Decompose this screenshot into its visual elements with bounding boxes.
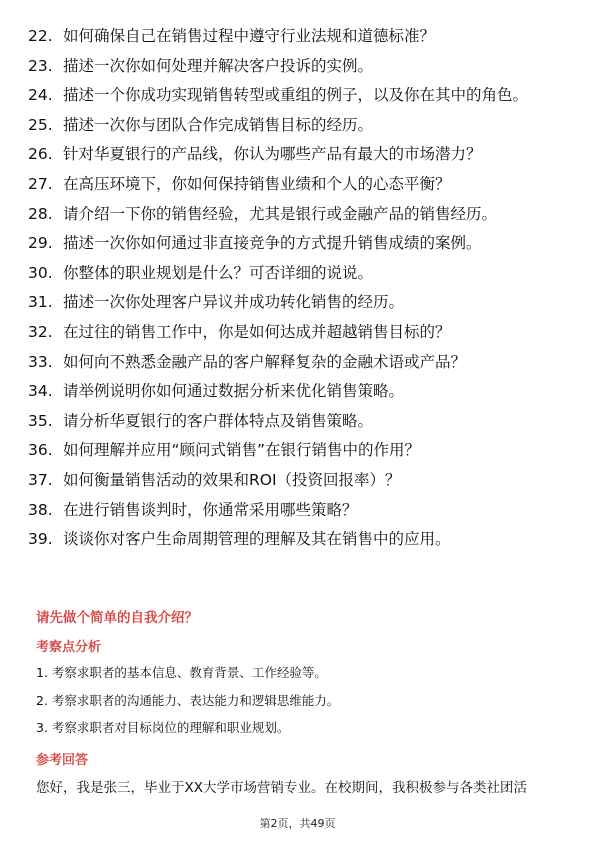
question-item (28, 440, 568, 460)
analysis-point: 2. 考察求职者的沟通能力、表达能力和逻辑思维能力。 (36, 692, 340, 708)
question-item (28, 144, 568, 164)
question-number: 26. (28, 145, 53, 164)
reference-answer-heading: 参考回答 (36, 753, 89, 768)
question-number: 22. (28, 27, 53, 45)
question-number: 35. (28, 411, 53, 430)
analysis-points (36, 664, 566, 747)
question-item (28, 85, 568, 105)
question-number: 23. (28, 56, 53, 75)
question-number: 39. (28, 530, 53, 549)
question-text: 在过往的销售工作中，你是如何达成并超越销售目标的？ (63, 322, 451, 341)
question-item (28, 470, 568, 490)
analysis-point: 3. 考察求职者对目标岗位的理解和职业规划。 (36, 720, 290, 735)
reference-answer-text: 您好，我是张三，毕业于XX大学市场营销专业。在校期间，我积极参与各类社团活 (36, 780, 527, 796)
question-number: 30. (28, 263, 53, 282)
question-text: 请分析华夏银行的客户群体特点及销售策略。 (63, 411, 374, 430)
question-text: 描述一次你处理客户异议并成功转化销售的经历。 (63, 293, 405, 312)
question-text: 描述一次你与团队合作完成销售目标的经历。 (63, 115, 374, 134)
question-item (28, 292, 568, 312)
question-number: 37. (28, 470, 53, 489)
page-footer: 第2页，共49页 (259, 817, 336, 830)
question-number: 27. (28, 174, 53, 193)
question-text: 描述一次你如何处理并解决客户投诉的实例。 (63, 56, 374, 75)
question-text: 请介绍一下你的销售经验，尤其是银行或金融产品的销售经历。 (63, 204, 498, 223)
question-number: 28. (28, 204, 53, 223)
question-item (28, 529, 568, 549)
question-text: 描述一次你如何通过非直接竞争的方式提升销售成绩的案例。 (63, 234, 482, 253)
question-list (28, 26, 568, 559)
question-item (28, 411, 568, 431)
question-number: 34. (28, 382, 53, 401)
question-item (28, 352, 568, 372)
question-text: 描述一个你成功实现销售转型或重组的例子，以及你在其中的角色。 (63, 86, 529, 105)
question-text: 如何理解并应用“顾问式销售”在银行销售中的作用？ (63, 441, 421, 460)
question-number: 38. (28, 500, 53, 519)
question-text: 如何向不熟悉金融产品的客户解释复杂的金融术语或产品？ (63, 352, 467, 371)
question-item (28, 204, 568, 224)
analysis-point: 1. 考察求职者的基本信息、教育背景、工作经验等。 (36, 665, 327, 680)
question-number: 24. (28, 86, 53, 105)
question-item (28, 322, 568, 342)
question-number: 32. (28, 322, 53, 341)
question-item (28, 263, 568, 283)
question-number: 25. (28, 115, 53, 134)
question-text: 针对华夏银行的产品线，你认为哪些产品有最大的市场潜力？ (63, 145, 482, 164)
question-item (28, 115, 568, 135)
question-text: 你整体的职业规划是什么？可否详细的说说。 (63, 263, 374, 282)
analysis-heading: 考察点分析 (36, 640, 102, 655)
question-number: 33. (28, 352, 53, 371)
question-text: 请举例说明你如何通过数据分析来优化销售策略。 (63, 382, 405, 401)
question-text: 如何衡量销售活动的效果和ROI（投资回报率）？ (63, 470, 401, 489)
question-item (28, 26, 568, 46)
question-number: 36. (28, 441, 53, 460)
question-text: 在进行销售谈判时，你通常采用哪些策略？ (63, 500, 358, 519)
question-text: 如何确保自己在销售过程中遵守行业法规和道德标准？ (63, 27, 436, 45)
question-number: 29. (28, 234, 53, 253)
question-item (28, 233, 568, 253)
question-item (28, 174, 568, 194)
question-item (28, 500, 568, 520)
question-text: 谈谈你对客户生命周期管理的理解及其在销售中的应用。 (63, 530, 451, 549)
question-text: 在高压环境下，你如何保持销售业绩和个人的心态平衡？ (63, 174, 451, 193)
question-item (28, 381, 568, 401)
intro-question-heading: 请先做个简单的自我介绍？ (36, 610, 198, 626)
question-number: 31. (28, 293, 53, 312)
question-item (28, 56, 568, 76)
